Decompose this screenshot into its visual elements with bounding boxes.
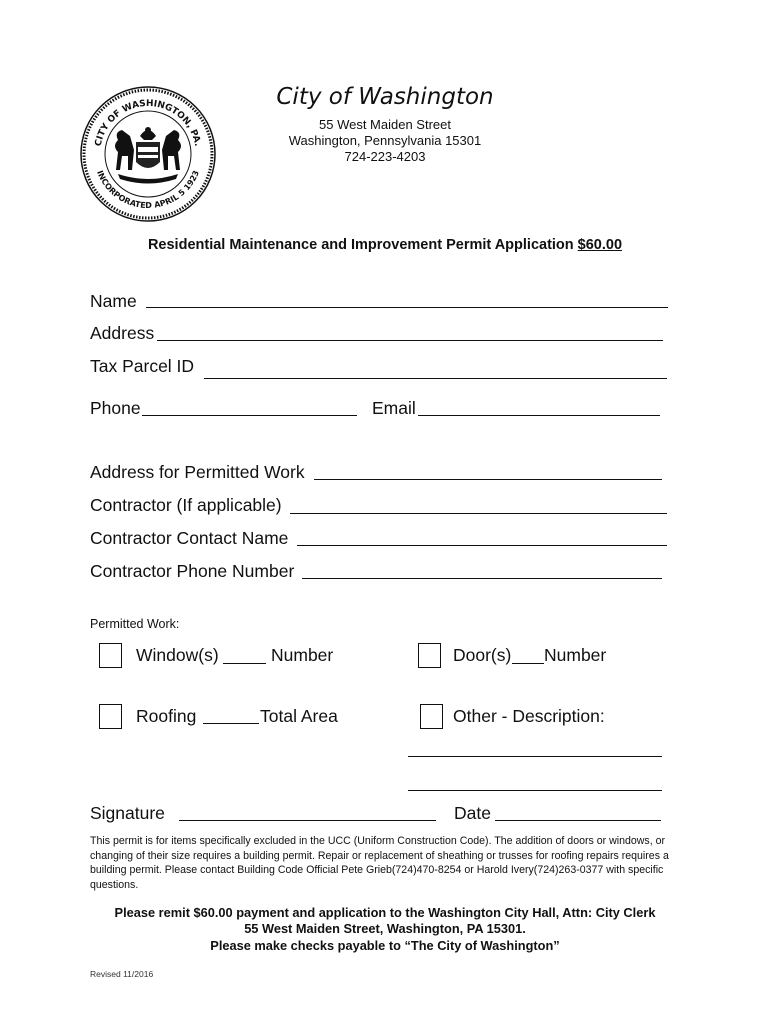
address-label: Address	[90, 323, 155, 343]
city-phone: 724-223-4203	[344, 149, 426, 164]
remit-line-3: Please make checks payable to “The City of Washington”	[210, 938, 560, 953]
other-checkbox[interactable]	[420, 704, 443, 729]
roofing-area-label: Total Area	[260, 706, 338, 726]
tax-parcel-field[interactable]	[204, 378, 667, 379]
windows-checkbox[interactable]	[99, 643, 122, 668]
doors-number-label: Number	[544, 645, 607, 665]
contractor-label: Contractor (If applicable)	[90, 495, 282, 515]
contractor-phone-label: Contractor Phone Number	[90, 561, 295, 581]
contractor-field[interactable]	[290, 513, 667, 514]
doors-checkbox[interactable]	[418, 643, 441, 668]
name-label: Name	[90, 291, 137, 311]
address-field[interactable]	[157, 340, 663, 341]
street-address: 55 West Maiden Street	[319, 117, 451, 132]
signature-field[interactable]	[179, 820, 436, 821]
name-field[interactable]	[146, 307, 668, 308]
permit-note: This permit is for items specifically excluded in the UCC (Uniform Construction Code). The addition of doors or windows, or changing of their size requires a building permit. Repair or replacement of sheathing or trusses for roofing repairs requires a building permit. Please contact Building Code Official Pete Grieb(724)470-8254 or Harold Ivery(724)263-0377 with specific questions.	[90, 835, 669, 891]
other-description-field-2[interactable]	[408, 790, 662, 791]
doors-number-field[interactable]	[512, 663, 544, 664]
work-address-label: Address for Permitted Work	[90, 462, 305, 482]
date-label: Date	[454, 803, 491, 823]
contractor-contact-field[interactable]	[297, 545, 667, 546]
windows-number-field[interactable]	[223, 663, 266, 664]
form-title-price: $60.00	[577, 237, 623, 253]
form-title-text: Residential Maintenance and Improvement Permit Application	[147, 237, 578, 253]
svg-text:INCORPORATED APRIL 5 1923: INCORPORATED APRIL 5 1923	[95, 169, 201, 211]
roofing-label: Roofing	[136, 706, 197, 726]
remit-line-2: 55 West Maiden Street, Washington, PA 15301.	[244, 921, 526, 936]
contractor-contact-label: Contractor Contact Name	[90, 528, 289, 548]
city-seal-icon	[78, 84, 218, 224]
remit-line-1: Please remit $60.00 payment and application to the Washington City Hall, Attn: City Clerk	[114, 905, 656, 920]
city-state-zip: Washington, Pennsylvania 15301	[288, 133, 482, 148]
phone-label: Phone	[90, 398, 141, 418]
revised-date: Revised 11/2016	[90, 969, 154, 979]
date-field[interactable]	[495, 820, 661, 821]
permitted-work-label: Permitted Work:	[90, 617, 180, 631]
form-title	[60, 237, 710, 253]
other-description-field-1[interactable]	[408, 756, 662, 757]
windows-label: Window(s)	[136, 645, 219, 665]
city-name: City of Washington	[276, 84, 494, 110]
roofing-checkbox[interactable]	[99, 704, 122, 729]
doors-label: Door(s)	[453, 645, 512, 665]
windows-number-label: Number	[271, 645, 334, 665]
other-label: Other - Description:	[453, 706, 605, 726]
email-field[interactable]	[418, 415, 660, 416]
contractor-phone-field[interactable]	[302, 578, 662, 579]
email-label: Email	[372, 398, 416, 418]
tax-parcel-label: Tax Parcel ID	[90, 356, 195, 376]
signature-label: Signature	[90, 803, 165, 823]
svg-text:CITY OF WASHINGTON, PA.: CITY OF WASHINGTON, PA.	[93, 98, 203, 148]
work-address-field[interactable]	[314, 479, 662, 480]
roofing-area-field[interactable]	[203, 723, 259, 724]
phone-field[interactable]	[142, 415, 357, 416]
